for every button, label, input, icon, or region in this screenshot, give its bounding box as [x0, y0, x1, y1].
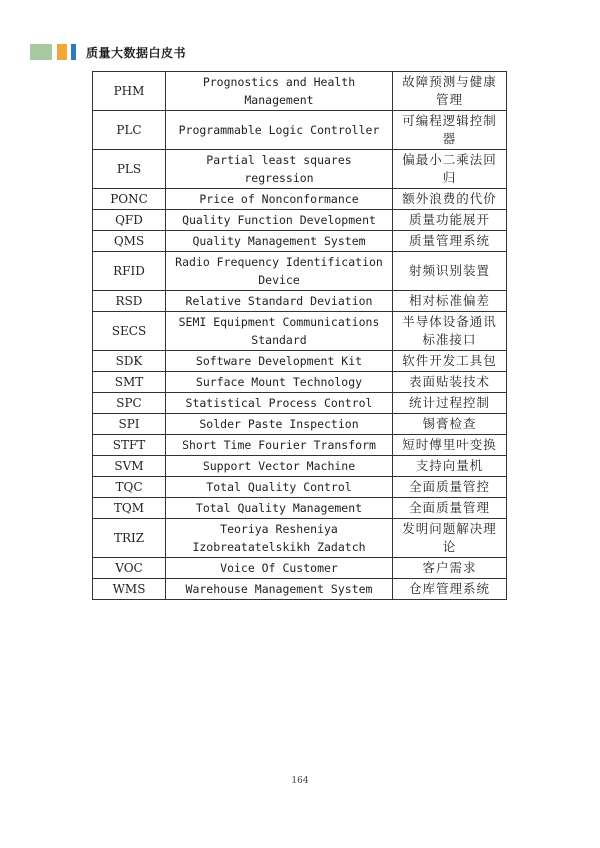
table-row	[93, 210, 507, 231]
abbr-cell: WMS	[93, 579, 166, 600]
table-row	[93, 435, 507, 456]
full-name-cell: Price of Nonconformance	[166, 189, 393, 210]
chinese-name-cell: 全面质量管理	[393, 498, 507, 519]
full-name-cell: Programmable Logic Controller	[166, 111, 393, 150]
chinese-name-cell: 质量管理系统	[393, 231, 507, 252]
chinese-name-cell: 偏最小二乘法回归	[393, 150, 507, 189]
table-row	[93, 477, 507, 498]
abbr-cell: RSD	[93, 291, 166, 312]
full-name-cell: Warehouse Management System	[166, 579, 393, 600]
chinese-name-cell: 锡膏检查	[393, 414, 507, 435]
abbr-cell: PONC	[93, 189, 166, 210]
table-row	[93, 231, 507, 252]
table-row	[93, 579, 507, 600]
full-name-cell: Prognostics and Health Management	[166, 72, 393, 111]
full-name-cell: Partial least squares regression	[166, 150, 393, 189]
full-name-cell: Teoriya Resheniya Izobreatatelskikh Zadatch	[166, 519, 393, 558]
header-orange-block	[57, 44, 67, 60]
table-row	[93, 558, 507, 579]
full-name-cell: Support Vector Machine	[166, 456, 393, 477]
chinese-name-cell: 仓库管理系统	[393, 579, 507, 600]
table-row	[93, 456, 507, 477]
full-name-cell: SEMI Equipment Communications Standard	[166, 312, 393, 351]
abbr-cell: SPC	[93, 393, 166, 414]
chinese-name-cell: 故障预测与健康管理	[393, 72, 507, 111]
chinese-name-cell: 相对标准偏差	[393, 291, 507, 312]
chinese-name-cell: 发明问题解决理论	[393, 519, 507, 558]
full-name-cell: Radio Frequency Identification Device	[166, 252, 393, 291]
table-row	[93, 498, 507, 519]
table-row	[93, 519, 507, 558]
chinese-name-cell: 半导体设备通讯标准接口	[393, 312, 507, 351]
full-name-cell: Statistical Process Control	[166, 393, 393, 414]
abbr-cell: SPI	[93, 414, 166, 435]
table-row	[93, 372, 507, 393]
abbr-cell: RFID	[93, 252, 166, 291]
table-row	[93, 351, 507, 372]
full-name-cell: Software Development Kit	[166, 351, 393, 372]
abbr-cell: TQM	[93, 498, 166, 519]
full-name-cell: Surface Mount Technology	[166, 372, 393, 393]
document-title: 质量大数据白皮书	[86, 45, 187, 60]
table-row	[93, 111, 507, 150]
table-row	[93, 189, 507, 210]
abbr-cell: TRIZ	[93, 519, 166, 558]
abbr-cell: PHM	[93, 72, 166, 111]
full-name-cell: Total Quality Management	[166, 498, 393, 519]
chinese-name-cell: 软件开发工具包	[393, 351, 507, 372]
abbr-cell: PLS	[93, 150, 166, 189]
chinese-name-cell: 支持向量机	[393, 456, 507, 477]
full-name-cell: Relative Standard Deviation	[166, 291, 393, 312]
header-green-block	[30, 44, 52, 60]
table-row	[93, 252, 507, 291]
abbr-cell: QFD	[93, 210, 166, 231]
chinese-name-cell: 客户需求	[393, 558, 507, 579]
chinese-name-cell: 全面质量管控	[393, 477, 507, 498]
chinese-name-cell: 射频识别装置	[393, 252, 507, 291]
full-name-cell: Total Quality Control	[166, 477, 393, 498]
abbreviation-table	[92, 71, 507, 600]
table-row	[93, 414, 507, 435]
chinese-name-cell: 统计过程控制	[393, 393, 507, 414]
header-blue-block	[71, 44, 76, 60]
abbr-cell: PLC	[93, 111, 166, 150]
abbr-cell: VOC	[93, 558, 166, 579]
abbr-cell: SDK	[93, 351, 166, 372]
abbr-cell: TQC	[93, 477, 166, 498]
full-name-cell: Quality Function Development	[166, 210, 393, 231]
chinese-name-cell: 额外浪费的代价	[393, 189, 507, 210]
page-header	[30, 42, 186, 62]
full-name-cell: Quality Management System	[166, 231, 393, 252]
abbr-cell: SECS	[93, 312, 166, 351]
full-name-cell: Voice Of Customer	[166, 558, 393, 579]
page-number: 164	[291, 776, 309, 786]
table-row	[93, 393, 507, 414]
chinese-name-cell: 短时傅里叶变换	[393, 435, 507, 456]
table-row	[93, 72, 507, 111]
abbr-cell: QMS	[93, 231, 166, 252]
abbr-cell: SMT	[93, 372, 166, 393]
table-row	[93, 150, 507, 189]
abbr-cell: STFT	[93, 435, 166, 456]
table-row	[93, 291, 507, 312]
full-name-cell: Solder Paste Inspection	[166, 414, 393, 435]
table-row	[93, 312, 507, 351]
abbreviation-table-body	[93, 72, 507, 600]
abbr-cell: SVM	[93, 456, 166, 477]
full-name-cell: Short Time Fourier Transform	[166, 435, 393, 456]
chinese-name-cell: 质量功能展开	[393, 210, 507, 231]
chinese-name-cell: 可编程逻辑控制器	[393, 111, 507, 150]
chinese-name-cell: 表面贴装技术	[393, 372, 507, 393]
